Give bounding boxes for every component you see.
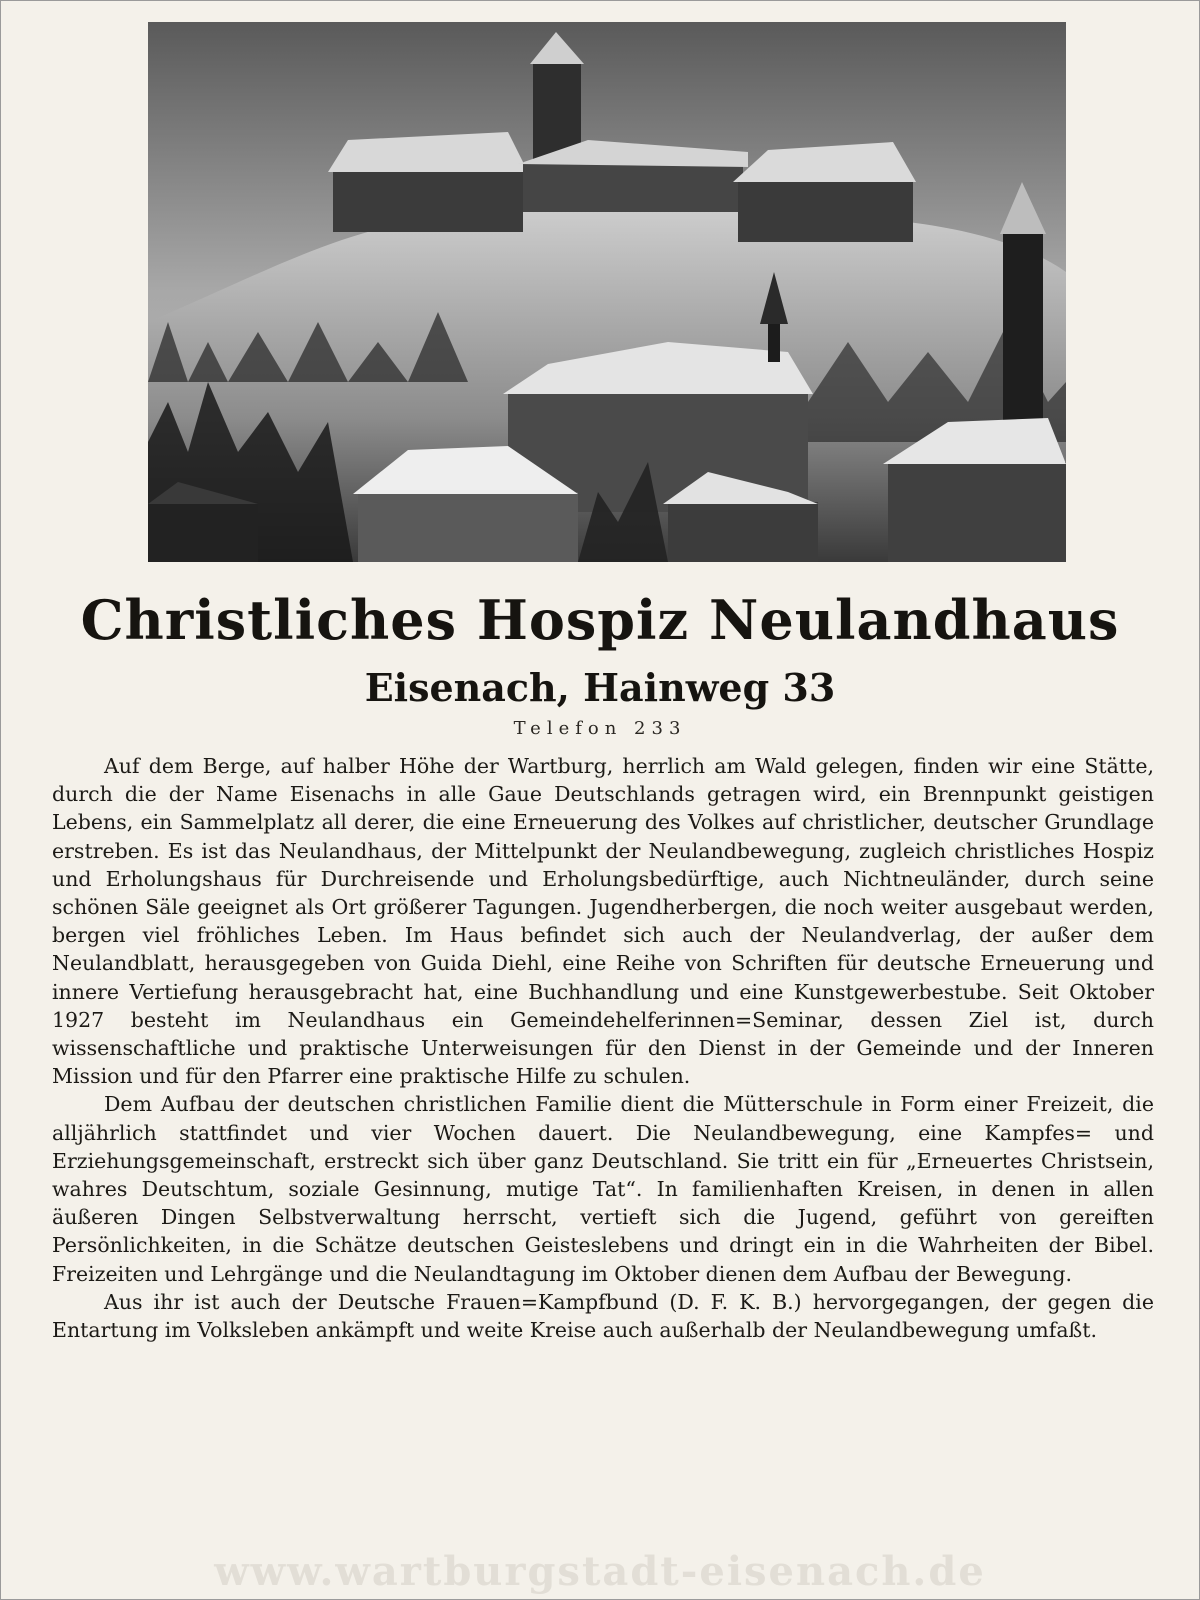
- hospice-title: Christliches Hospiz Neulandhaus: [80, 588, 1120, 652]
- paragraph-2: Dem Aufbau der deutschen christlichen Familie dient die Mütterschule in Form einer Freizeit, die alljährlich stattfindet und vier Wochen dauert. Die Neulandbewegung, eine Kampfes= und Erziehungsgemeinschaft, erstreckt sich über ganz Deutschland. Sie tritt ein für „Erneuertes Christsein, wahres Deutschtum, soziale Gesinnung, mutige Tat“. In familienhaften Kreisen, in denen in allen äußeren Dingen Selbstverwaltung herrscht, vertieft sich die Jugend, geführt von gereiften Persönlichkeiten, in die Schätze deutschen Geisteslebens und dringt ein in die Wahrheiten der Bibel. Freizeiten und Lehrgänge und die Neulandtagung im Oktober dienen dem Aufbau der Bewegung.: [52, 1092, 1154, 1286]
- paragraph-1: Auf dem Berge, auf halber Höhe der Wartburg, herrlich am Wald gelegen, finden wir eine Stätte, durch die der Name Eisenachs in alle Gaue Deutschlands getragen wird, ein Brennpunkt geistigen Lebens, ein Sammelplatz all derer, die eine Erneuerung des Volkes auf christlicher, deutscher Grundlage erstreben. Es ist das Neulandhaus, der Mittelpunkt der Neulandbewegung, zugleich christliches Hospiz und Erholungshaus für Durchreisende und Erholungsbedürftige, auch Nichtneuländer, durch seine schönen Säle geeignet als Ort größerer Tagungen. Jugendherbergen, die noch weiter ausgebaut werden, bergen viel fröhliches Leben. Im Haus befindet sich auch der Neulandverlag, der außer dem Neulandblatt, herausgegeben von Guida Diehl, eine Reihe von Schriften für deutsche Erneuerung und innere Vertiefung herausgebracht hat, eine Buchhandlung und eine Kunstgewerbestube. Seit Oktober 1927 besteht im Neulandhaus ein Gemeindehelferinnen=Seminar, dessen Ziel ist, durch wissenschaftliche und praktische Unterweisungen für den Dienst in der Gemeinde und der Inneren Mission und für den Pfarrer eine praktische Hilfe zu schulen.: [52, 754, 1154, 1089]
- watermark: www.wartburgstadt-eisenach.de: [214, 1548, 986, 1595]
- article-body: [52, 752, 1154, 1344]
- phone-number: Telefon 233: [513, 718, 687, 739]
- castle-photo: [148, 22, 1066, 562]
- address-subtitle: Eisenach, Hainweg 33: [364, 665, 836, 710]
- paragraph-3: Aus ihr ist auch der Deutsche Frauen=Kampfbund (D. F. K. B.) hervorgegangen, der gegen die Entartung im Volksleben ankämpft und weite Kreise auch außerhalb der Neulandbewegung umfaßt.: [52, 1289, 1154, 1343]
